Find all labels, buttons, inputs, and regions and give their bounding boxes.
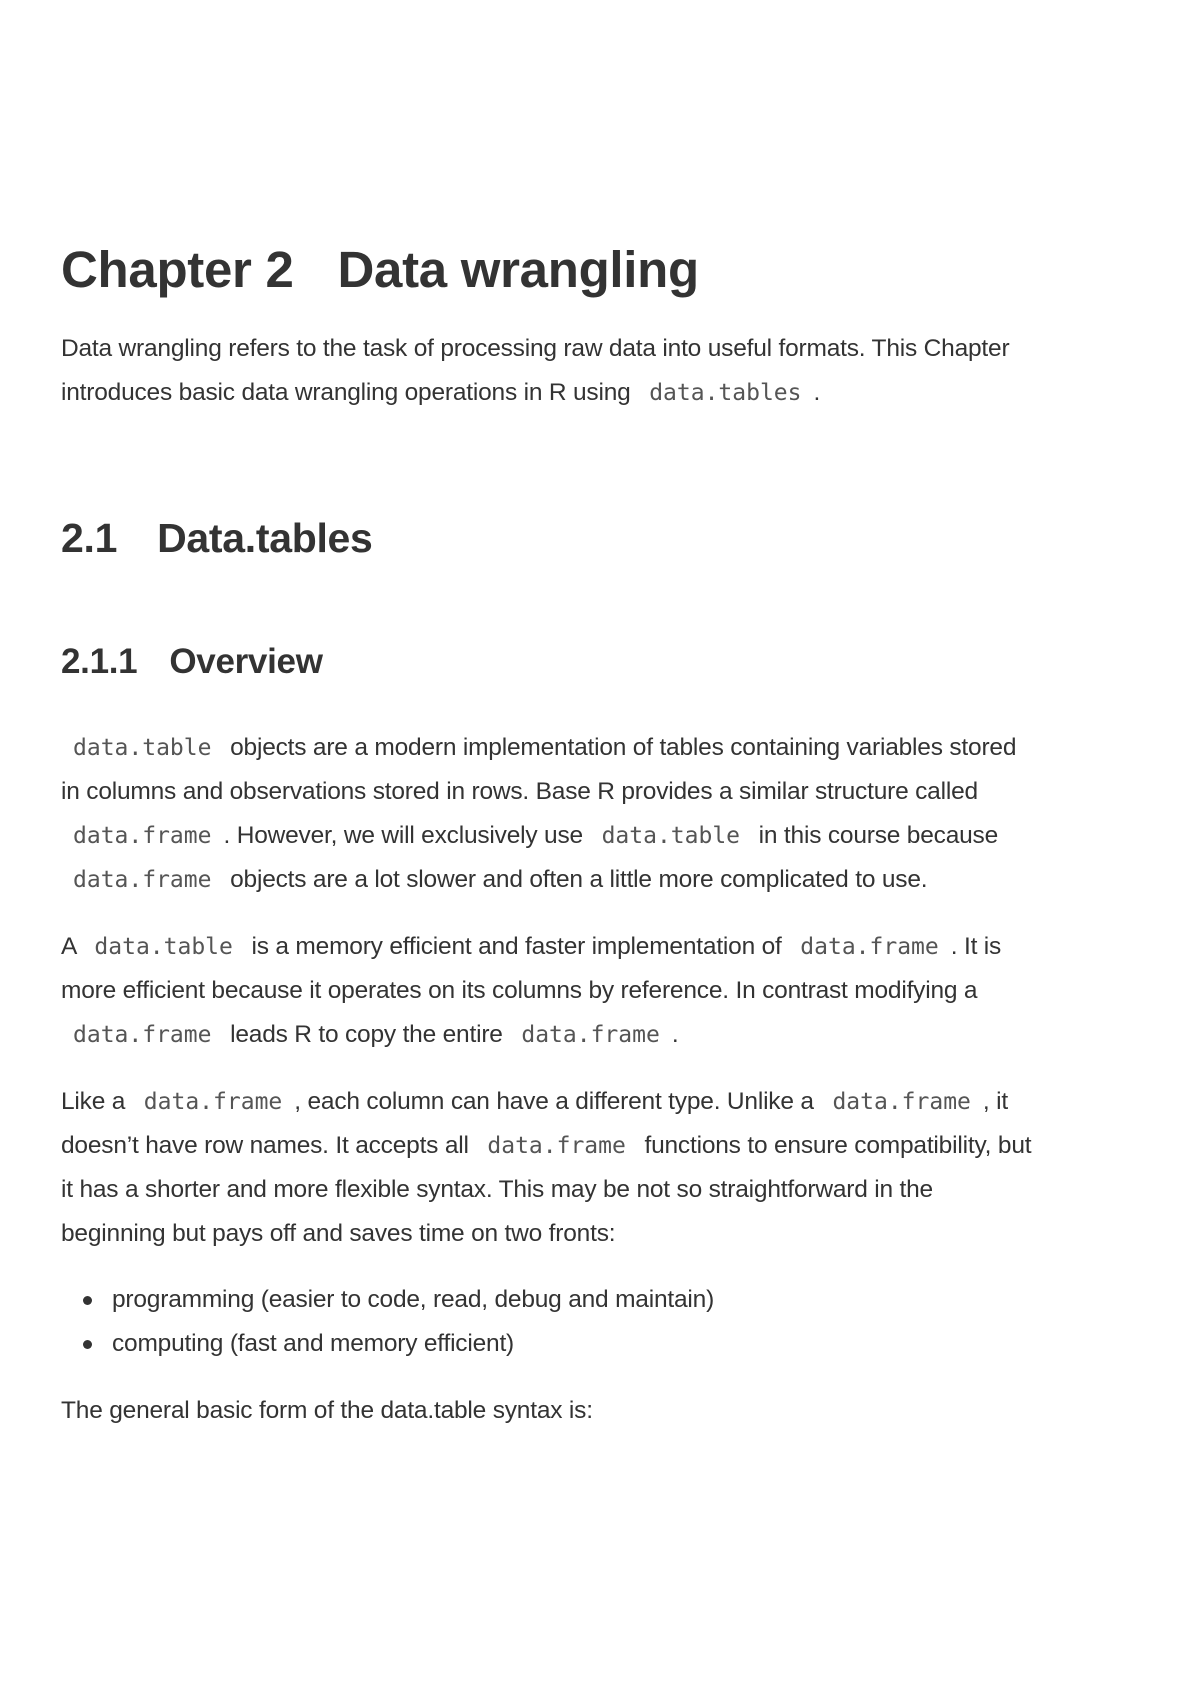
subsection-title: Overview (169, 642, 323, 681)
p2-text: is a memory efficient and faster implementation of (251, 933, 782, 960)
section-heading (61, 513, 373, 563)
p3-text: doesn’t have row names. It accepts all (61, 1132, 469, 1159)
intro-period: . (813, 379, 821, 406)
list-item (61, 1278, 714, 1322)
bullet-icon (83, 1340, 92, 1349)
intro-paragraph (61, 327, 1141, 415)
inline-code: data.frame (487, 1133, 626, 1159)
p1-text: objects are a lot slower and often a little more complicated to use. (230, 866, 928, 893)
p2-text: . (671, 1021, 679, 1048)
inline-code: data.frame (143, 1089, 283, 1115)
p3-line-2 (61, 1124, 1141, 1168)
p2-line-1 (61, 925, 1141, 969)
p1-line-2: in columns and observations stored in rows. Base R provides a similar structure called (61, 778, 978, 805)
subsection-heading (61, 640, 323, 684)
p1-line-4 (61, 858, 1141, 902)
overview-paragraph-2 (61, 925, 1141, 1057)
chapter-title: Data wrangling (337, 241, 699, 298)
p1-text: in this course because (758, 822, 999, 849)
p2-line-3 (61, 1013, 1141, 1057)
subsection-number: 2.1.1 (61, 642, 138, 681)
intro-text: introduces basic data wrangling operations in R using (61, 379, 631, 406)
p2-text: A (61, 933, 76, 960)
p3-line-4: beginning but pays off and saves time on two fronts: (61, 1220, 616, 1247)
section-title: Data.tables (157, 515, 373, 561)
p1-text: objects are a modern implementation of tables containing variables stored (230, 734, 1017, 761)
bullet-icon (83, 1296, 92, 1305)
inline-code: data.frame (832, 1089, 971, 1115)
inline-code: data.frame (73, 867, 212, 893)
list-item (61, 1322, 714, 1366)
inline-code: data.frame (73, 1022, 212, 1048)
closing-paragraph (61, 1389, 1141, 1433)
list-item-text: computing (fast and memory efficient) (112, 1330, 515, 1357)
intro-line-1: Data wrangling refers to the task of processing raw data into useful formats. This Chapter (61, 335, 1010, 362)
p3-text: functions to ensure compatibility, but (644, 1132, 1032, 1159)
p2-line-2: more efficient because it operates on its columns by reference. In contrast modifying a (61, 977, 978, 1004)
p1-text: . However, we will exclusively use (223, 822, 583, 849)
p3-text: , it (982, 1088, 1008, 1115)
chapter-heading (61, 240, 699, 300)
fronts-list (61, 1278, 714, 1366)
p3-text: Like a (61, 1088, 126, 1115)
p1-line-3 (61, 814, 1141, 858)
p3-line-1 (61, 1080, 1141, 1124)
inline-code: data.table (601, 823, 741, 849)
p2-text: leads R to copy the entire (230, 1021, 503, 1048)
p3-line-3: it has a shorter and more flexible syntax. This may be not so straightforward in the (61, 1176, 933, 1203)
closing-line: The general basic form of the data.table syntax is: (61, 1397, 593, 1424)
overview-paragraph-3 (61, 1080, 1141, 1256)
list-item-text: programming (easier to code, read, debug and maintain) (112, 1286, 715, 1313)
inline-code: data.frame (800, 934, 939, 960)
overview-paragraph-1 (61, 726, 1141, 902)
p3-text: , each column can have a different type. Unlike a (294, 1088, 814, 1115)
section-number: 2.1 (61, 515, 118, 561)
p2-text: . It is (950, 933, 1002, 960)
inline-code: data.table (73, 735, 212, 761)
inline-code: data.frame (73, 823, 212, 849)
chapter-number: Chapter 2 (61, 241, 294, 298)
inline-code: data.tables (649, 380, 802, 406)
p1-line-1 (61, 726, 1141, 770)
inline-code: data.table (94, 934, 233, 960)
intro-line-2 (61, 371, 1141, 415)
inline-code: data.frame (521, 1022, 660, 1048)
